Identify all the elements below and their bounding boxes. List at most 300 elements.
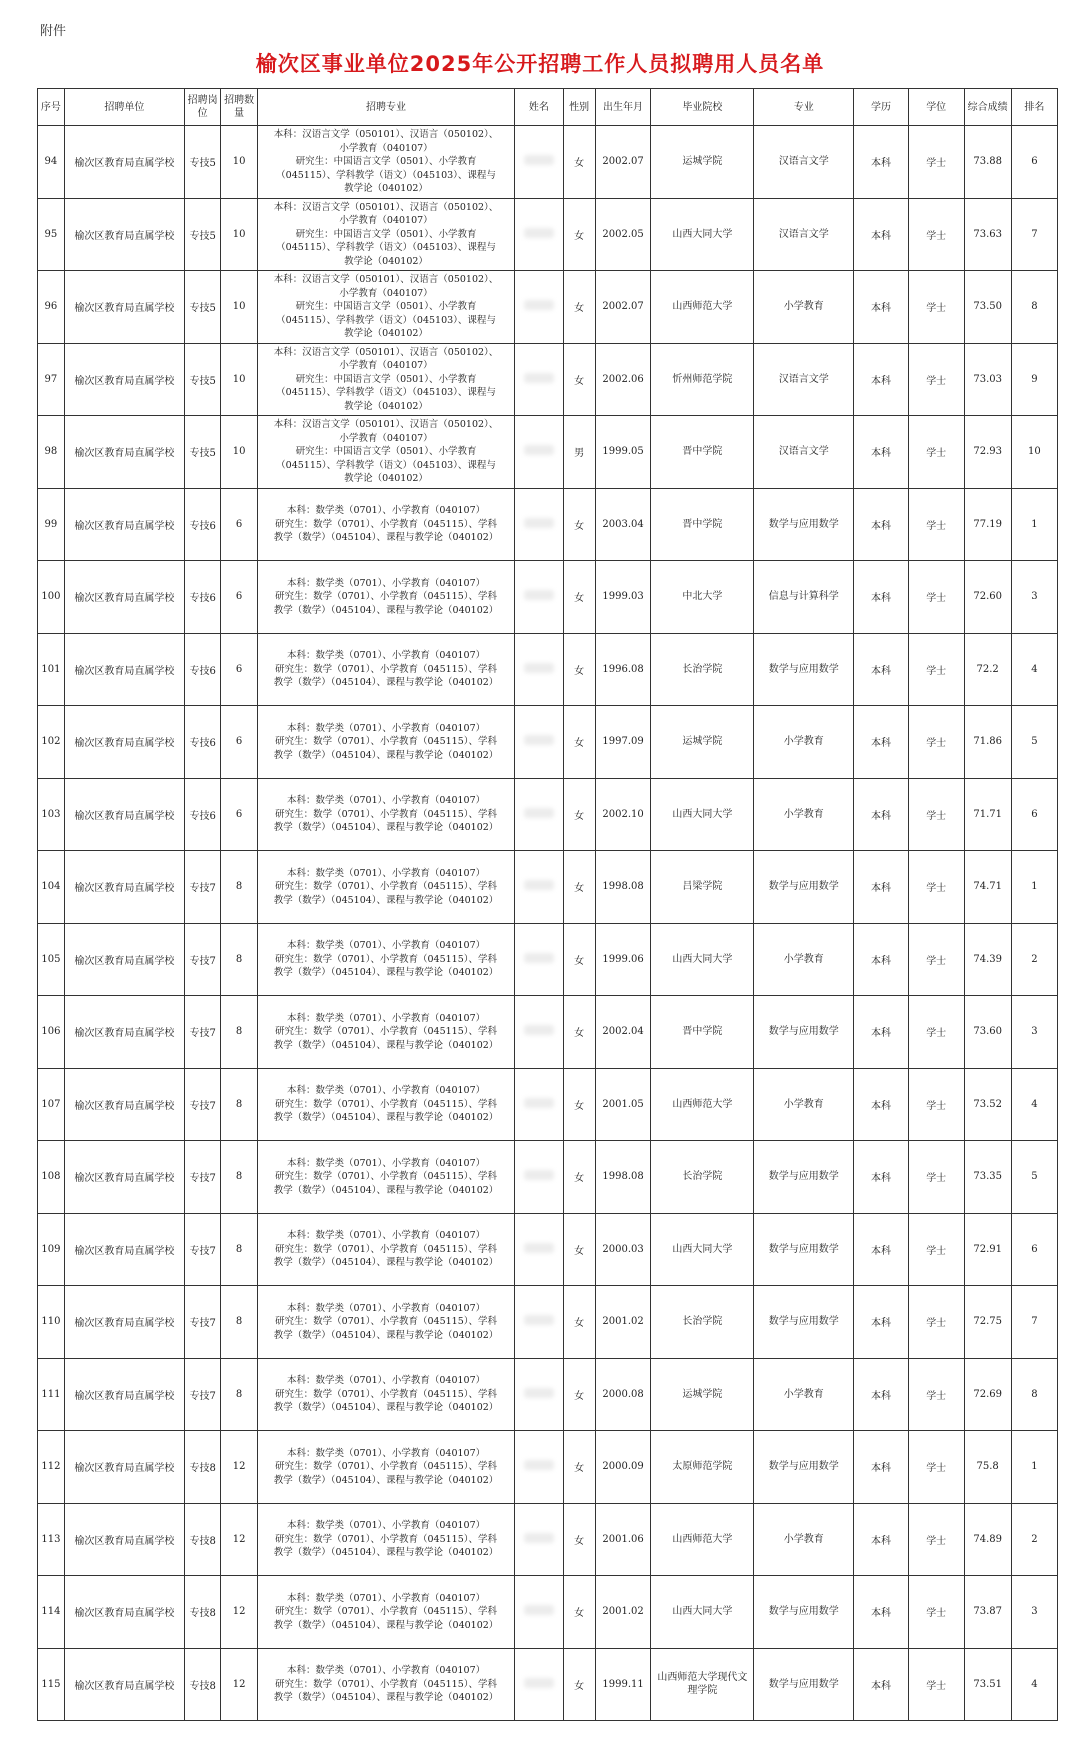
row-quota: 8 <box>221 1286 257 1359</box>
row-degree-level: 本科 <box>854 1503 909 1576</box>
row-gender: 女 <box>563 1576 595 1649</box>
redacted-name <box>524 155 554 165</box>
header-rank: 排名 <box>1011 89 1057 126</box>
row-post: 专技5 <box>184 198 220 271</box>
row-birth: 2003.04 <box>595 488 651 561</box>
requirement-line: 本科：数学类（0701）、小学教育（040107） <box>286 722 486 734</box>
row-quota: 8 <box>221 923 257 996</box>
row-school: 山西师范大学 <box>651 1068 754 1141</box>
row-major: 数学与应用数学 <box>754 851 854 924</box>
row-degree-level: 本科 <box>854 923 909 996</box>
row-post: 专技7 <box>184 1141 220 1214</box>
row-score: 72.69 <box>964 1358 1011 1431</box>
row-quota: 10 <box>221 271 257 344</box>
redacted-name <box>524 1025 554 1035</box>
row-quota: 8 <box>221 851 257 924</box>
requirement-line: 教学（数学）（045104）、课程与教学论（040102） <box>273 967 499 978</box>
row-unit: 榆次区教育局直属学校 <box>64 778 184 851</box>
row-degree: 学士 <box>908 1431 964 1504</box>
requirement-line: 本科：数学类（0701）、小学教育（040107） <box>286 505 486 516</box>
row-school: 晋中学院 <box>651 488 754 561</box>
row-degree: 学士 <box>908 198 964 271</box>
row-gender: 女 <box>563 706 595 779</box>
row-seq: 110 <box>38 1286 65 1359</box>
row-degree: 学士 <box>908 923 964 996</box>
row-requirements <box>257 1431 514 1504</box>
row-major: 小学教育 <box>754 1358 854 1431</box>
requirement-line: 本科：数学类（0701）、小学教育（040107） <box>286 940 486 951</box>
row-rank: 8 <box>1011 271 1057 344</box>
row-requirements <box>257 343 514 416</box>
row-gender: 女 <box>563 1286 595 1359</box>
row-rank: 5 <box>1011 1141 1057 1214</box>
row-score: 71.71 <box>964 778 1011 851</box>
row-gender: 女 <box>563 488 595 561</box>
row-gender: 女 <box>563 126 595 199</box>
requirement-line: 教学（数学）（045104）、课程与教学论（040102） <box>273 1184 499 1196</box>
requirement-line: 本科：汉语言文学（050101）、汉语言（050102）、 <box>273 346 499 358</box>
requirement-line: 教学论（040102） <box>344 183 428 194</box>
redacted-name <box>524 880 554 890</box>
requirement-line: 研究生：数学（0701）、小学教育（045115）、学科 <box>275 1678 498 1690</box>
row-seq: 103 <box>38 778 65 851</box>
row-rank: 7 <box>1011 198 1057 271</box>
row-seq: 96 <box>38 271 65 344</box>
row-unit: 榆次区教育局直属学校 <box>64 1286 184 1359</box>
row-seq: 106 <box>38 996 65 1069</box>
row-school: 山西大同大学 <box>651 778 754 851</box>
row-school: 运城学院 <box>651 1358 754 1431</box>
requirement-line: 研究生：中国语言文学（0501）、小学教育 <box>295 228 477 240</box>
row-score: 73.50 <box>964 271 1011 344</box>
requirement-line: 研究生：数学（0701）、小学教育（045115）、学科 <box>275 518 498 530</box>
row-degree-level: 本科 <box>854 1068 909 1141</box>
row-degree: 学士 <box>908 633 964 706</box>
row-unit: 榆次区教育局直属学校 <box>64 488 184 561</box>
requirement-line: （045115）、学科教学（语文）（045103）、课程与 <box>276 169 496 181</box>
row-unit: 榆次区教育局直属学校 <box>64 1503 184 1576</box>
row-unit: 榆次区教育局直属学校 <box>64 706 184 779</box>
attachment-label: 附件 <box>40 24 67 39</box>
row-degree-level: 本科 <box>854 198 909 271</box>
row-name <box>515 198 563 271</box>
table-row <box>38 996 1058 1069</box>
row-birth: 2002.10 <box>595 778 651 851</box>
row-requirements <box>257 851 514 924</box>
row-quota: 8 <box>221 1141 257 1214</box>
row-degree: 学士 <box>908 343 964 416</box>
table-row <box>38 416 1058 489</box>
row-rank: 1 <box>1011 488 1057 561</box>
row-gender: 女 <box>563 923 595 996</box>
requirement-line: 本科：数学类（0701）、小学教育（040107） <box>286 1302 486 1314</box>
row-major: 数学与应用数学 <box>754 1213 854 1286</box>
row-major: 数学与应用数学 <box>754 488 854 561</box>
row-quota: 10 <box>221 126 257 199</box>
row-name <box>515 561 563 634</box>
requirement-line: （045115）、学科教学（语文）（045103）、课程与 <box>276 242 496 253</box>
row-degree: 学士 <box>908 996 964 1069</box>
row-post: 专技8 <box>184 1431 220 1504</box>
header-birth: 出生年月 <box>595 89 651 126</box>
redacted-name <box>524 953 554 963</box>
row-degree: 学士 <box>908 1213 964 1286</box>
table-row <box>38 561 1058 634</box>
requirement-line: 本科：数学类（0701）、小学教育（040107） <box>286 1520 486 1531</box>
requirement-line: 研究生：中国语言文学（0501）、小学教育 <box>295 373 477 385</box>
redacted-name <box>524 1605 554 1615</box>
redacted-name <box>524 373 554 383</box>
redacted-name <box>524 808 554 818</box>
row-gender: 女 <box>563 1648 595 1721</box>
table-row <box>38 1648 1058 1721</box>
row-name <box>515 851 563 924</box>
requirement-line: 本科：汉语言文学（050101）、汉语言（050102）、 <box>273 129 499 140</box>
row-birth: 1999.05 <box>595 416 651 489</box>
row-unit: 榆次区教育局直属学校 <box>64 1213 184 1286</box>
redacted-name <box>524 1170 554 1180</box>
requirement-line: 研究生：中国语言文学（0501）、小学教育 <box>295 156 477 167</box>
row-requirements <box>257 1648 514 1721</box>
row-unit: 榆次区教育局直属学校 <box>64 198 184 271</box>
row-post: 专技6 <box>184 706 220 779</box>
row-quota: 10 <box>221 416 257 489</box>
row-seq: 107 <box>38 1068 65 1141</box>
row-score: 73.51 <box>964 1648 1011 1721</box>
row-score: 73.03 <box>964 343 1011 416</box>
redacted-name <box>524 735 554 745</box>
row-school: 晋中学院 <box>651 996 754 1069</box>
row-score: 73.60 <box>964 996 1011 1069</box>
requirement-line: 本科：数学类（0701）、小学教育（040107） <box>286 577 486 589</box>
requirement-line: 研究生：数学（0701）、小学教育（045115）、学科 <box>275 1316 498 1327</box>
row-degree: 学士 <box>908 271 964 344</box>
table-row <box>38 198 1058 271</box>
row-school: 长治学院 <box>651 633 754 706</box>
row-seq: 100 <box>38 561 65 634</box>
requirement-line: 研究生：数学（0701）、小学教育（045115）、学科 <box>275 1243 498 1255</box>
row-name <box>515 778 563 851</box>
table-row <box>38 851 1058 924</box>
requirement-line: 研究生：中国语言文学（0501）、小学教育 <box>295 301 477 312</box>
row-major: 小学教育 <box>754 1503 854 1576</box>
row-major: 小学教育 <box>754 778 854 851</box>
row-birth: 2001.06 <box>595 1503 651 1576</box>
row-major: 小学教育 <box>754 923 854 996</box>
row-unit: 榆次区教育局直属学校 <box>64 633 184 706</box>
row-birth: 1996.08 <box>595 633 651 706</box>
row-unit: 榆次区教育局直属学校 <box>64 1648 184 1721</box>
row-quota: 8 <box>221 1068 257 1141</box>
row-birth: 1998.08 <box>595 1141 651 1214</box>
row-seq: 101 <box>38 633 65 706</box>
requirement-line: 本科：数学类（0701）、小学教育（040107） <box>286 1230 486 1241</box>
row-school: 中北大学 <box>651 561 754 634</box>
row-requirements <box>257 561 514 634</box>
row-degree-level: 本科 <box>854 633 909 706</box>
row-post: 专技7 <box>184 1068 220 1141</box>
requirement-line: 小学教育（040107） <box>339 142 433 154</box>
redacted-name <box>524 1098 554 1108</box>
requirement-line: 教学（数学）（045104）、课程与教学论（040102） <box>273 894 499 906</box>
row-score: 72.91 <box>964 1213 1011 1286</box>
row-unit: 榆次区教育局直属学校 <box>64 996 184 1069</box>
row-score: 72.2 <box>964 633 1011 706</box>
row-degree-level: 本科 <box>854 126 909 199</box>
redacted-name <box>524 300 554 310</box>
requirement-line: 小学教育（040107） <box>339 360 433 371</box>
row-major: 小学教育 <box>754 271 854 344</box>
header-degree: 学位 <box>908 89 964 126</box>
row-name <box>515 923 563 996</box>
row-score: 74.71 <box>964 851 1011 924</box>
row-school: 山西师范大学 <box>651 1503 754 1576</box>
row-birth: 2002.04 <box>595 996 651 1069</box>
row-school: 运城学院 <box>651 126 754 199</box>
row-requirements <box>257 1141 514 1214</box>
row-degree-level: 本科 <box>854 996 909 1069</box>
row-requirements <box>257 1068 514 1141</box>
row-gender: 女 <box>563 198 595 271</box>
row-requirements <box>257 996 514 1069</box>
row-school: 山西师范大学现代文理学院 <box>651 1648 754 1721</box>
requirement-line: 教学论（040102） <box>344 328 428 339</box>
requirement-line: 研究生：数学（0701）、小学教育（045115）、学科 <box>275 881 498 892</box>
row-gender: 女 <box>563 1213 595 1286</box>
row-degree: 学士 <box>908 1141 964 1214</box>
row-birth: 1999.06 <box>595 923 651 996</box>
row-seq: 95 <box>38 198 65 271</box>
row-major: 数学与应用数学 <box>754 633 854 706</box>
row-seq: 99 <box>38 488 65 561</box>
row-birth: 2000.08 <box>595 1358 651 1431</box>
requirement-line: 教学论（040102） <box>344 255 428 267</box>
row-seq: 115 <box>38 1648 65 1721</box>
row-unit: 榆次区教育局直属学校 <box>64 1068 184 1141</box>
row-major: 信息与计算科学 <box>754 561 854 634</box>
requirement-line: 教学（数学）（045104）、课程与教学论（040102） <box>273 1692 499 1703</box>
row-birth: 2002.07 <box>595 271 651 344</box>
row-school: 山西师范大学 <box>651 271 754 344</box>
header-requirements: 招聘专业 <box>257 89 514 126</box>
row-major: 数学与应用数学 <box>754 1648 854 1721</box>
row-school: 山西大同大学 <box>651 923 754 996</box>
row-degree-level: 本科 <box>854 1431 909 1504</box>
row-birth: 1998.08 <box>595 851 651 924</box>
row-major: 汉语言文学 <box>754 416 854 489</box>
row-degree-level: 本科 <box>854 343 909 416</box>
row-unit: 榆次区教育局直属学校 <box>64 126 184 199</box>
row-gender: 女 <box>563 561 595 634</box>
requirement-line: 研究生：数学（0701）、小学教育（045115）、学科 <box>275 1606 498 1617</box>
row-requirements <box>257 1213 514 1286</box>
header-name: 姓名 <box>515 89 563 126</box>
row-rank: 4 <box>1011 1068 1057 1141</box>
table-row <box>38 778 1058 851</box>
row-quota: 6 <box>221 633 257 706</box>
row-rank: 1 <box>1011 851 1057 924</box>
requirement-line: 教学（数学）（045104）、课程与教学论（040102） <box>273 1474 499 1486</box>
row-gender: 男 <box>563 416 595 489</box>
row-name <box>515 1068 563 1141</box>
row-degree-level: 本科 <box>854 561 909 634</box>
row-seq: 114 <box>38 1576 65 1649</box>
requirement-line: 教学（数学）（045104）、课程与教学论（040102） <box>273 604 499 616</box>
hiring-roster-table <box>37 88 1058 1721</box>
table-row <box>38 271 1058 344</box>
row-score: 74.89 <box>964 1503 1011 1576</box>
requirement-line: 本科：数学类（0701）、小学教育（040107） <box>286 1085 486 1096</box>
row-quota: 12 <box>221 1648 257 1721</box>
redacted-name <box>524 1315 554 1325</box>
row-degree: 学士 <box>908 778 964 851</box>
row-school: 太原师范学院 <box>651 1431 754 1504</box>
requirement-line: 研究生：数学（0701）、小学教育（045115）、学科 <box>275 591 498 602</box>
row-quota: 6 <box>221 561 257 634</box>
requirement-line: 本科：汉语言文学（050101）、汉语言（050102）、 <box>273 201 499 213</box>
row-school: 运城学院 <box>651 706 754 779</box>
row-score: 72.75 <box>964 1286 1011 1359</box>
row-school: 忻州师范学院 <box>651 343 754 416</box>
row-degree: 学士 <box>908 1286 964 1359</box>
requirement-line: 本科：数学类（0701）、小学教育（040107） <box>286 1012 486 1024</box>
row-degree-level: 本科 <box>854 1286 909 1359</box>
row-degree-level: 本科 <box>854 851 909 924</box>
row-birth: 2001.02 <box>595 1286 651 1359</box>
row-post: 专技7 <box>184 851 220 924</box>
row-seq: 97 <box>38 343 65 416</box>
row-unit: 榆次区教育局直属学校 <box>64 416 184 489</box>
row-name <box>515 1576 563 1649</box>
table-row <box>38 1213 1058 1286</box>
row-school: 山西大同大学 <box>651 198 754 271</box>
requirement-line: 本科：数学类（0701）、小学教育（040107） <box>286 1157 486 1169</box>
redacted-name <box>524 663 554 673</box>
requirement-line: 研究生：数学（0701）、小学教育（045115）、学科 <box>275 953 498 965</box>
row-name <box>515 126 563 199</box>
table-row <box>38 923 1058 996</box>
row-unit: 榆次区教育局直属学校 <box>64 851 184 924</box>
row-seq: 111 <box>38 1358 65 1431</box>
row-post: 专技6 <box>184 778 220 851</box>
row-degree: 学士 <box>908 1503 964 1576</box>
row-score: 77.19 <box>964 488 1011 561</box>
requirement-line: 教学（数学）（045104）、课程与教学论（040102） <box>273 749 499 761</box>
header-post: 招聘岗位 <box>184 89 220 126</box>
row-score: 72.93 <box>964 416 1011 489</box>
row-post: 专技7 <box>184 996 220 1069</box>
row-seq: 105 <box>38 923 65 996</box>
table-row <box>38 1141 1058 1214</box>
requirement-line: 本科：汉语言文学（050101）、汉语言（050102）、 <box>273 274 499 285</box>
row-rank: 4 <box>1011 1648 1057 1721</box>
requirement-line: 本科：数学类（0701）、小学教育（040107） <box>286 1447 486 1459</box>
row-requirements <box>257 923 514 996</box>
requirement-line: 教学（数学）（045104）、课程与教学论（040102） <box>273 1039 499 1051</box>
row-major: 小学教育 <box>754 1068 854 1141</box>
row-seq: 108 <box>38 1141 65 1214</box>
row-rank: 4 <box>1011 633 1057 706</box>
page-title: 榆次区事业单位2025年公开招聘工作人员拟聘用人员名单 <box>255 52 825 76</box>
row-post: 专技8 <box>184 1503 220 1576</box>
row-post: 专技8 <box>184 1648 220 1721</box>
redacted-name <box>524 1460 554 1470</box>
row-post: 专技7 <box>184 1213 220 1286</box>
row-quota: 8 <box>221 1358 257 1431</box>
row-rank: 7 <box>1011 1286 1057 1359</box>
requirement-line: 小学教育（040107） <box>339 287 433 299</box>
row-major: 汉语言文学 <box>754 198 854 271</box>
requirement-line: 教学（数学）（045104）、课程与教学论（040102） <box>273 1547 499 1558</box>
row-gender: 女 <box>563 1068 595 1141</box>
requirement-line: 教学（数学）（045104）、课程与教学论（040102） <box>273 1402 499 1413</box>
row-degree: 学士 <box>908 1068 964 1141</box>
row-name <box>515 1358 563 1431</box>
row-score: 73.87 <box>964 1576 1011 1649</box>
row-requirements <box>257 271 514 344</box>
requirement-line: 小学教育（040107） <box>339 215 433 226</box>
requirement-line: 研究生：数学（0701）、小学教育（045115）、学科 <box>275 1026 498 1037</box>
row-degree-level: 本科 <box>854 706 909 779</box>
requirement-line: 研究生：数学（0701）、小学教育（045115）、学科 <box>275 1098 498 1110</box>
requirement-line: 教学（数学）（045104）、课程与教学论（040102） <box>273 1112 499 1123</box>
requirement-line: 教学（数学）（045104）、课程与教学论（040102） <box>273 1329 499 1341</box>
row-rank: 5 <box>1011 706 1057 779</box>
row-post: 专技7 <box>184 923 220 996</box>
redacted-name <box>524 1533 554 1543</box>
row-quota: 12 <box>221 1431 257 1504</box>
row-degree-level: 本科 <box>854 1141 909 1214</box>
requirement-line: （045115）、学科教学（语文）（045103）、课程与 <box>276 459 496 471</box>
redacted-name <box>524 1243 554 1253</box>
row-unit: 榆次区教育局直属学校 <box>64 1358 184 1431</box>
requirement-line: 教学（数学）（045104）、课程与教学论（040102） <box>273 677 499 688</box>
row-gender: 女 <box>563 1431 595 1504</box>
row-rank: 3 <box>1011 1576 1057 1649</box>
row-post: 专技5 <box>184 126 220 199</box>
row-post: 专技5 <box>184 416 220 489</box>
table-row <box>38 343 1058 416</box>
row-score: 73.63 <box>964 198 1011 271</box>
row-name <box>515 996 563 1069</box>
requirement-line: （045115）、学科教学（语文）（045103）、课程与 <box>276 387 496 398</box>
row-rank: 2 <box>1011 923 1057 996</box>
requirement-line: 本科：数学类（0701）、小学教育（040107） <box>286 1592 486 1604</box>
row-birth: 2001.05 <box>595 1068 651 1141</box>
row-rank: 9 <box>1011 343 1057 416</box>
row-requirements <box>257 1503 514 1576</box>
requirement-line: 教学（数学）（045104）、课程与教学论（040102） <box>273 1619 499 1631</box>
row-unit: 榆次区教育局直属学校 <box>64 1431 184 1504</box>
row-school: 长治学院 <box>651 1286 754 1359</box>
row-post: 专技5 <box>184 271 220 344</box>
row-degree-level: 本科 <box>854 1648 909 1721</box>
row-gender: 女 <box>563 851 595 924</box>
row-post: 专技6 <box>184 633 220 706</box>
row-score: 72.60 <box>964 561 1011 634</box>
row-requirements <box>257 706 514 779</box>
row-birth: 1999.03 <box>595 561 651 634</box>
row-requirements <box>257 126 514 199</box>
row-degree: 学士 <box>908 1648 964 1721</box>
requirement-line: 教学（数学）（045104）、课程与教学论（040102） <box>273 1257 499 1268</box>
row-name <box>515 706 563 779</box>
redacted-name <box>524 1678 554 1688</box>
header-degree-level: 学历 <box>854 89 909 126</box>
row-major: 数学与应用数学 <box>754 1141 854 1214</box>
row-degree: 学士 <box>908 126 964 199</box>
row-degree-level: 本科 <box>854 1358 909 1431</box>
